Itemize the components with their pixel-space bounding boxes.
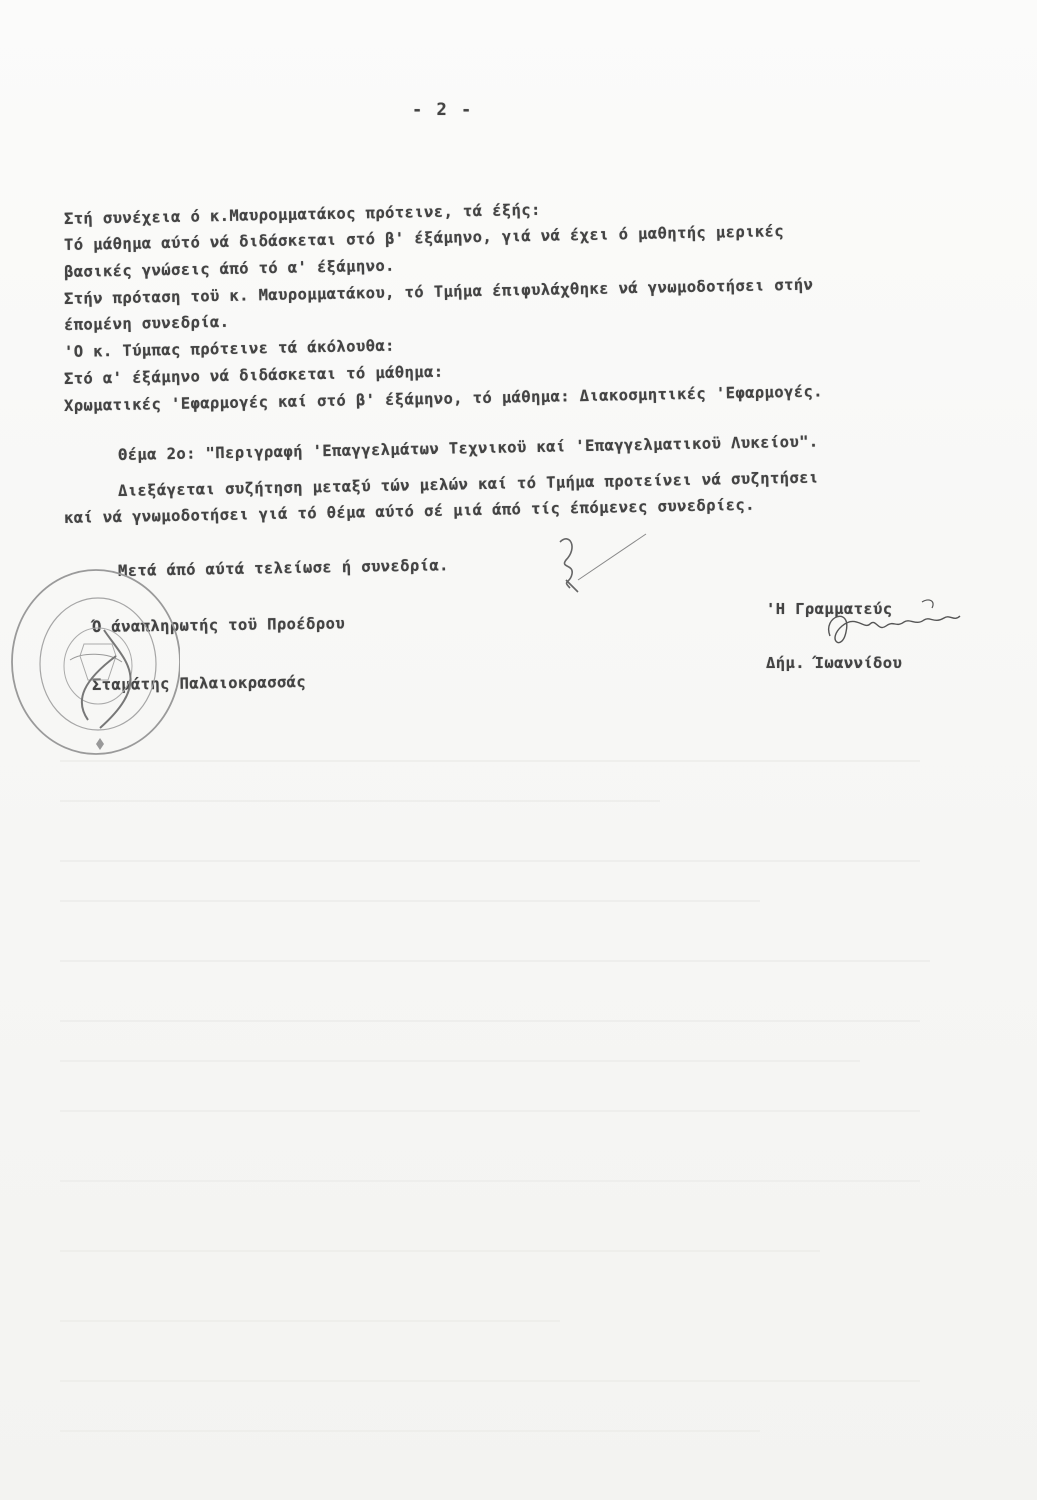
secretary-title: 'Η Γραμματεύς (766, 600, 893, 618)
topic-2-line: Θέμα 2ο: "Περιγραφή 'Επαγγελμάτων Τεχνικοϋ καί 'Επαγγελματικοϋ Λυκείου". (117, 432, 819, 464)
body-line-8: Χρωματικές 'Εφαρμογές καί στό β' έξάμηνο, τό μάθημα: Διακοσμητικές 'Εφαρμογές. (63, 382, 824, 415)
body-line-5: έπομένη συνεδρία. (63, 312, 230, 334)
body-line-2: Τό μάθημα αύτό νά διδάσκεται στό β' έξάμηνο, γιά νά έχει ό μαθητής μερικές (63, 222, 785, 254)
body-line-7: Στό α' έξάμηνο νά διδάσκεται τό μάθημα: (63, 362, 444, 388)
secretary-name: Δήμ. Ίωαννίδου (766, 654, 903, 672)
page-number: - 2 - (412, 100, 474, 120)
handwritten-initial-mark (548, 530, 648, 610)
secretary-signature (812, 596, 962, 666)
official-seal-stamp (4, 560, 180, 760)
body-line-1: Στή συνέχεια ό κ.Μαυρομματάκος πρότεινε, τά έξής: (63, 200, 541, 228)
closing-line: Μετά άπό αύτά τελείωσε ή συνεδρία. (117, 556, 449, 580)
deputy-chair-name: Σταμάτης Παλαιοκρασσάς (91, 673, 307, 694)
body-line-6: 'Ο κ. Τύμπας πρότεινε τά άκόλουθα: (63, 336, 396, 361)
body-line-3: βασικές γνώσεις άπό τό α' έξάμηνο. (63, 256, 396, 281)
deputy-chair-title: Ό άναπληρωτής τοϋ Προέδρου (91, 614, 346, 636)
body-line-4: Στήν πρόταση τοϋ κ. Μαυρομματάκου, τό Τμήμα έπιφυλάχθηκε νά γνωμοδοτήσει στήν (63, 275, 814, 308)
discussion-line-1: Διεξάγεται συζήτηση μεταξύ τών μελών καί τό Τμήμα προτείνει νά συζητήσει (117, 468, 819, 500)
discussion-line-2: καί νά γνωμοδοτήσει γιά τό θέμα αύτό σέ μιά άπό τίς έπόμενες συνεδρίες. (63, 495, 756, 527)
